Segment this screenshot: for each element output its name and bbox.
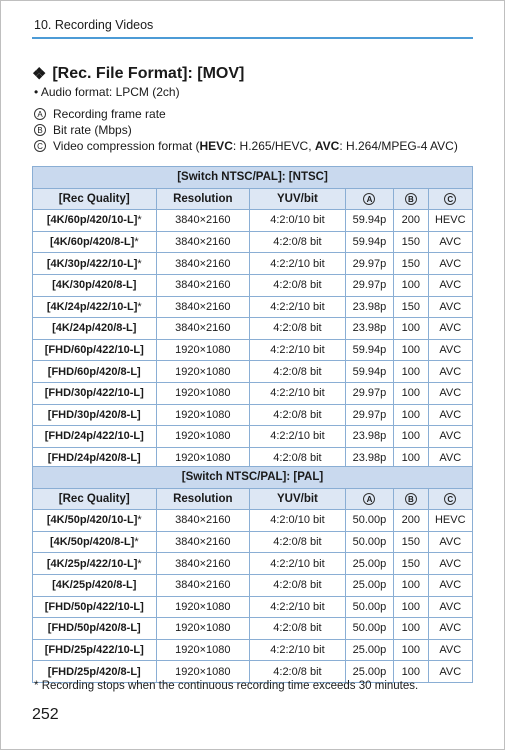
- col-header-c: [428, 488, 472, 510]
- table-row: [33, 574, 473, 596]
- col-header-yuv-bit: YUV/bit: [250, 488, 346, 510]
- legend-text: Video compression format (HEVC: H.265/HEVC, AVC: H.264/MPEG-4 AVC): [53, 139, 458, 153]
- col-header-c: [428, 188, 472, 210]
- table-title: [Switch NTSC/PAL]: [NTSC]: [33, 167, 473, 189]
- table-row: [33, 382, 473, 404]
- table-row: [33, 404, 473, 426]
- bit-rate-cell: 150: [394, 231, 428, 253]
- table-row: [33, 231, 473, 253]
- table-row: [33, 296, 473, 318]
- frame-rate-cell: 50.00p: [345, 531, 393, 553]
- codec-cell: AVC: [428, 574, 472, 596]
- yuv-bit-cell: 4:2:0/8 bit: [250, 404, 346, 426]
- col-header-a: [345, 488, 393, 510]
- col-header-b: [394, 188, 428, 210]
- audio-format-text: Audio format: LPCM (2ch): [40, 85, 180, 99]
- yuv-bit-cell: 4:2:0/8 bit: [250, 661, 346, 683]
- resolution-cell: 1920×1080: [156, 361, 250, 383]
- asterisk-icon: *: [137, 300, 142, 313]
- codec-cell: AVC: [428, 296, 472, 318]
- resolution-cell: 1920×1080: [156, 426, 250, 448]
- frame-rate-cell: 29.97p: [345, 404, 393, 426]
- circled-c-icon: C: [444, 493, 456, 505]
- bit-rate-cell: 150: [394, 553, 428, 575]
- codec-cell: AVC: [428, 231, 472, 253]
- bit-rate-cell: 100: [394, 361, 428, 383]
- frame-rate-cell: 50.00p: [345, 596, 393, 618]
- footnote: [34, 680, 418, 692]
- bit-rate-cell: 100: [394, 274, 428, 296]
- codec-cell: AVC: [428, 339, 472, 361]
- bit-rate-cell: 100: [394, 639, 428, 661]
- codec-cell: HEVC: [428, 210, 472, 232]
- col-header-rec-quality: [Rec Quality]: [33, 488, 157, 510]
- frame-rate-cell: 50.00p: [345, 618, 393, 640]
- legend-text: Recording frame rate: [53, 107, 166, 121]
- table-row: [33, 510, 473, 532]
- codec-cell: AVC: [428, 318, 472, 340]
- bit-rate-cell: 100: [394, 447, 428, 469]
- bit-rate-cell: 100: [394, 618, 428, 640]
- codec-cell: AVC: [428, 447, 472, 469]
- four-diamond-icon: ❖: [32, 66, 47, 83]
- bit-rate-cell: 100: [394, 318, 428, 340]
- yuv-bit-cell: 4:2:0/10 bit: [250, 210, 346, 232]
- rec-quality-cell: [4K/30p/422/10-L]*: [33, 253, 157, 275]
- rec-quality-cell: [4K/60p/420/8-L]*: [33, 231, 157, 253]
- yuv-bit-cell: 4:2:0/10 bit: [250, 510, 346, 532]
- yuv-bit-cell: 4:2:2/10 bit: [250, 382, 346, 404]
- bit-rate-cell: 100: [394, 339, 428, 361]
- bit-rate-cell: 100: [394, 596, 428, 618]
- codec-cell: AVC: [428, 661, 472, 683]
- frame-rate-cell: 23.98p: [345, 447, 393, 469]
- yuv-bit-cell: 4:2:0/8 bit: [250, 574, 346, 596]
- bit-rate-cell: 150: [394, 253, 428, 275]
- frame-rate-cell: 25.00p: [345, 639, 393, 661]
- frame-rate-cell: 59.94p: [345, 210, 393, 232]
- codec-cell: AVC: [428, 596, 472, 618]
- bit-rate-cell: 100: [394, 382, 428, 404]
- table-row: [33, 339, 473, 361]
- rec-quality-cell: [FHD/30p/422/10-L]: [33, 382, 157, 404]
- codec-cell: AVC: [428, 639, 472, 661]
- asterisk-icon: *: [34, 680, 39, 692]
- resolution-cell: 3840×2160: [156, 274, 250, 296]
- codec-cell: AVC: [428, 404, 472, 426]
- section-heading: [32, 64, 244, 84]
- rec-quality-cell: [4K/25p/420/8-L]: [33, 574, 157, 596]
- codec-cell: AVC: [428, 361, 472, 383]
- resolution-cell: 3840×2160: [156, 318, 250, 340]
- table-title: [Switch NTSC/PAL]: [PAL]: [33, 467, 473, 489]
- resolution-cell: 3840×2160: [156, 553, 250, 575]
- table-row: [33, 361, 473, 383]
- rec-quality-cell: [FHD/24p/422/10-L]: [33, 426, 157, 448]
- yuv-bit-cell: 4:2:2/10 bit: [250, 639, 346, 661]
- table-row: [33, 596, 473, 618]
- yuv-bit-cell: 4:2:2/10 bit: [250, 253, 346, 275]
- rec-quality-cell: [4K/30p/420/8-L]: [33, 274, 157, 296]
- yuv-bit-cell: 4:2:2/10 bit: [250, 596, 346, 618]
- asterisk-icon: *: [137, 514, 142, 527]
- frame-rate-cell: 29.97p: [345, 274, 393, 296]
- section-title: [Rec. File Format]: [MOV]: [52, 65, 245, 82]
- frame-rate-cell: 59.94p: [345, 361, 393, 383]
- rec-quality-cell: [4K/50p/420/10-L]*: [33, 510, 157, 532]
- asterisk-icon: *: [137, 557, 142, 570]
- table-row: [33, 639, 473, 661]
- circled-b-icon: B: [405, 193, 417, 205]
- frame-rate-cell: 29.97p: [345, 382, 393, 404]
- yuv-bit-cell: 4:2:0/8 bit: [250, 447, 346, 469]
- frame-rate-cell: 25.00p: [345, 661, 393, 683]
- yuv-bit-cell: 4:2:2/10 bit: [250, 426, 346, 448]
- resolution-cell: 1920×1080: [156, 618, 250, 640]
- codec-cell: AVC: [428, 382, 472, 404]
- codec-cell: AVC: [428, 253, 472, 275]
- frame-rate-cell: 59.94p: [345, 231, 393, 253]
- resolution-cell: 1920×1080: [156, 404, 250, 426]
- frame-rate-cell: 25.00p: [345, 553, 393, 575]
- asterisk-icon: *: [137, 214, 142, 227]
- table-row: [33, 531, 473, 553]
- resolution-cell: 3840×2160: [156, 296, 250, 318]
- rec-quality-cell: [FHD/30p/420/8-L]: [33, 404, 157, 426]
- resolution-cell: 3840×2160: [156, 574, 250, 596]
- legend-text: Bit rate (Mbps): [53, 123, 132, 137]
- rec-quality-cell: [FHD/25p/420/8-L]: [33, 661, 157, 683]
- col-header-a: [345, 188, 393, 210]
- codec-cell: AVC: [428, 531, 472, 553]
- circled-b-icon: B: [34, 124, 46, 136]
- codec-cell: HEVC: [428, 510, 472, 532]
- rec-quality-cell: [FHD/60p/422/10-L]: [33, 339, 157, 361]
- rec-quality-cell: [FHD/50p/422/10-L]: [33, 596, 157, 618]
- frame-rate-cell: 23.98p: [345, 426, 393, 448]
- rec-quality-cell: [4K/50p/420/8-L]*: [33, 531, 157, 553]
- col-header-resolution: Resolution: [156, 188, 250, 210]
- legend-item-a: [34, 107, 166, 121]
- col-header-resolution: Resolution: [156, 488, 250, 510]
- table-row: [33, 618, 473, 640]
- yuv-bit-cell: 4:2:2/10 bit: [250, 339, 346, 361]
- yuv-bit-cell: 4:2:0/8 bit: [250, 274, 346, 296]
- circled-c-icon: C: [444, 193, 456, 205]
- resolution-cell: 3840×2160: [156, 510, 250, 532]
- audio-format-line: [34, 85, 180, 99]
- footnote-text: Recording stops when the continuous recording time exceeds 30 minutes.: [41, 680, 419, 692]
- codec-cell: AVC: [428, 274, 472, 296]
- circled-c-icon: C: [34, 140, 46, 152]
- ntsc-table: [32, 166, 473, 469]
- table-row: [33, 253, 473, 275]
- resolution-cell: 1920×1080: [156, 339, 250, 361]
- yuv-bit-cell: 4:2:0/8 bit: [250, 531, 346, 553]
- table-row: [33, 274, 473, 296]
- col-header-yuv-bit: YUV/bit: [250, 188, 346, 210]
- bit-rate-cell: 200: [394, 210, 428, 232]
- circled-b-icon: B: [405, 493, 417, 505]
- legend-item-c: [34, 139, 458, 153]
- resolution-cell: 1920×1080: [156, 447, 250, 469]
- codec-cell: AVC: [428, 426, 472, 448]
- frame-rate-cell: 23.98p: [345, 318, 393, 340]
- resolution-cell: 3840×2160: [156, 210, 250, 232]
- frame-rate-cell: 25.00p: [345, 574, 393, 596]
- codec-cell: AVC: [428, 618, 472, 640]
- resolution-cell: 3840×2160: [156, 253, 250, 275]
- rec-quality-cell: [4K/25p/422/10-L]*: [33, 553, 157, 575]
- page-number: 252: [32, 706, 59, 723]
- bit-rate-cell: 100: [394, 574, 428, 596]
- codec-cell: AVC: [428, 553, 472, 575]
- legend-item-b: [34, 123, 132, 137]
- circled-a-icon: A: [34, 108, 46, 120]
- bit-rate-cell: 200: [394, 510, 428, 532]
- resolution-cell: 1920×1080: [156, 596, 250, 618]
- bit-rate-cell: 100: [394, 426, 428, 448]
- rec-quality-cell: [FHD/25p/422/10-L]: [33, 639, 157, 661]
- yuv-bit-cell: 4:2:0/8 bit: [250, 231, 346, 253]
- circled-a-icon: A: [363, 193, 375, 205]
- yuv-bit-cell: 4:2:2/10 bit: [250, 296, 346, 318]
- asterisk-icon: *: [137, 257, 142, 270]
- rec-quality-cell: [FHD/60p/420/8-L]: [33, 361, 157, 383]
- bit-rate-cell: 150: [394, 531, 428, 553]
- bullet-icon: •: [34, 85, 39, 99]
- resolution-cell: 1920×1080: [156, 661, 250, 683]
- chapter-header: 10. Recording Videos: [34, 18, 154, 32]
- frame-rate-cell: 50.00p: [345, 510, 393, 532]
- resolution-cell: 3840×2160: [156, 531, 250, 553]
- table-row: [33, 426, 473, 448]
- circled-a-icon: A: [363, 493, 375, 505]
- bit-rate-cell: 150: [394, 296, 428, 318]
- table-row: [33, 210, 473, 232]
- resolution-cell: 1920×1080: [156, 382, 250, 404]
- table-row: [33, 318, 473, 340]
- frame-rate-cell: 59.94p: [345, 339, 393, 361]
- pal-table: [32, 466, 473, 683]
- bit-rate-cell: 100: [394, 661, 428, 683]
- yuv-bit-cell: 4:2:0/8 bit: [250, 318, 346, 340]
- yuv-bit-cell: 4:2:0/8 bit: [250, 361, 346, 383]
- bit-rate-cell: 100: [394, 404, 428, 426]
- col-header-b: [394, 488, 428, 510]
- col-header-rec-quality: [Rec Quality]: [33, 188, 157, 210]
- resolution-cell: 3840×2160: [156, 231, 250, 253]
- resolution-cell: 1920×1080: [156, 639, 250, 661]
- asterisk-icon: *: [134, 536, 139, 549]
- rec-quality-cell: [4K/24p/422/10-L]*: [33, 296, 157, 318]
- frame-rate-cell: 29.97p: [345, 253, 393, 275]
- yuv-bit-cell: 4:2:0/8 bit: [250, 618, 346, 640]
- header-rule: [32, 37, 473, 39]
- rec-quality-cell: [4K/60p/420/10-L]*: [33, 210, 157, 232]
- yuv-bit-cell: 4:2:2/10 bit: [250, 553, 346, 575]
- rec-quality-cell: [FHD/24p/420/8-L]: [33, 447, 157, 469]
- frame-rate-cell: 23.98p: [345, 296, 393, 318]
- rec-quality-cell: [FHD/50p/420/8-L]: [33, 618, 157, 640]
- rec-quality-cell: [4K/24p/420/8-L]: [33, 318, 157, 340]
- table-row: [33, 553, 473, 575]
- asterisk-icon: *: [134, 236, 139, 249]
